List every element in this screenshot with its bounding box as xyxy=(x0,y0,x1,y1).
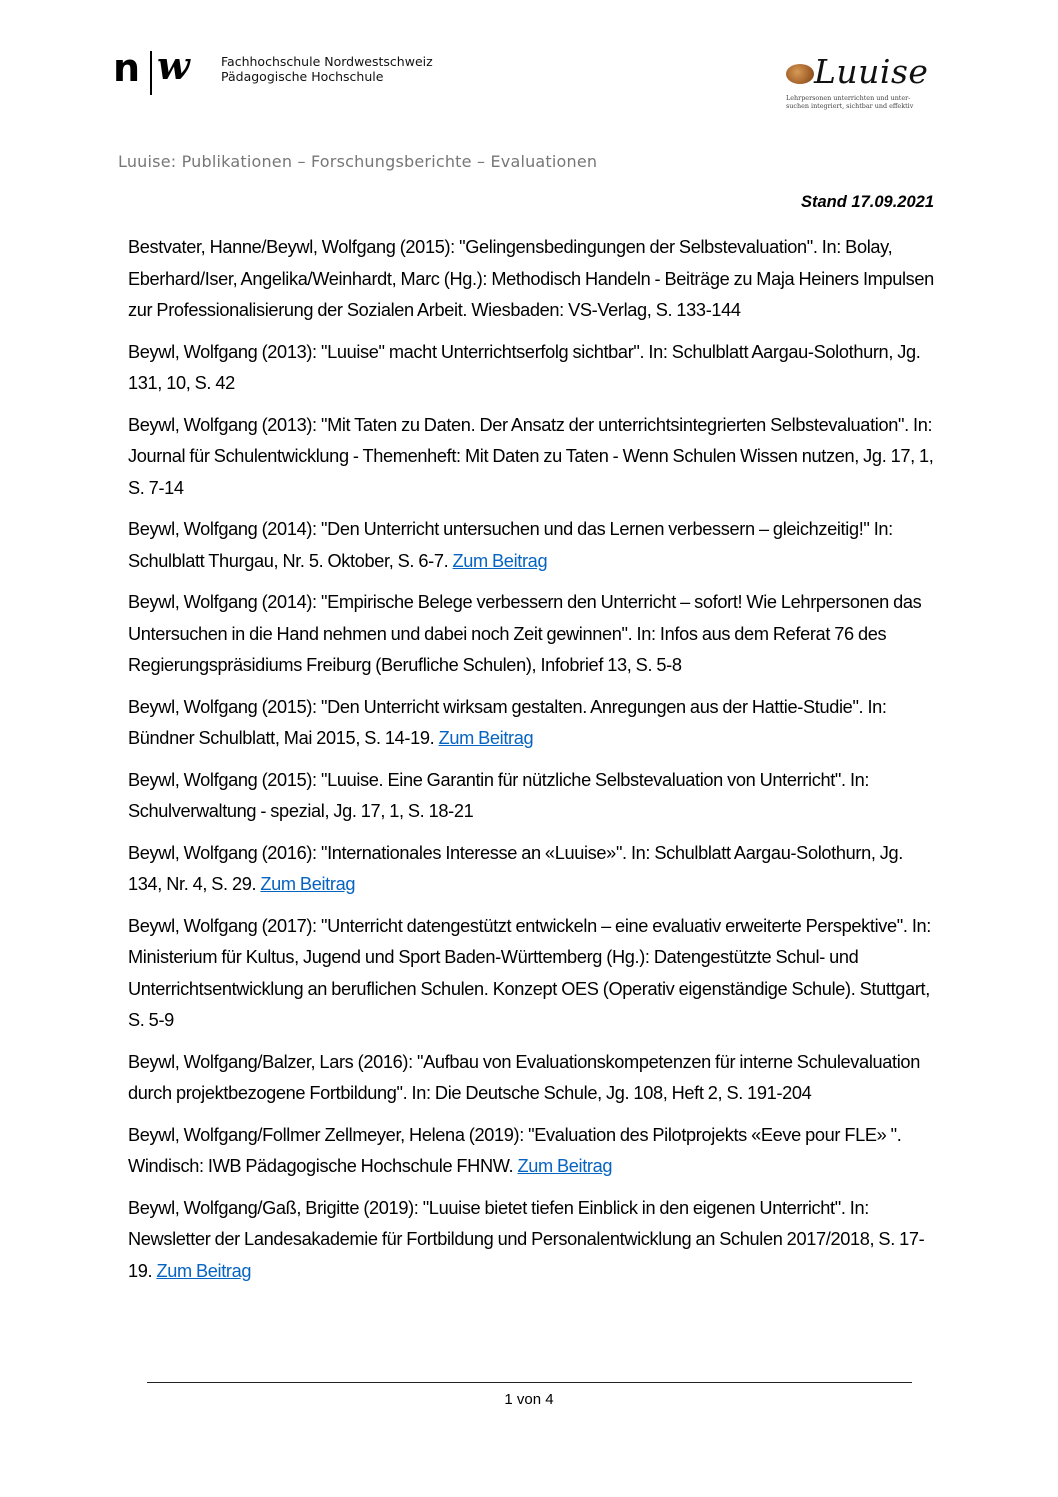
zum-beitrag-link[interactable]: Zum Beitrag xyxy=(260,874,356,894)
luuise-tagline xyxy=(786,94,936,110)
fhnw-logo-mark-w: w xyxy=(157,43,190,88)
reference-item xyxy=(128,692,938,755)
fhnw-logo-mark-n: n xyxy=(113,46,140,90)
reference-text: Bestvater, Hanne/Beywl, Wolfgang (2015): "Gelingensbedingungen der Selbstevaluation". In: Bolay, Eberhard/Iser, Angelika/Weinhardt, Marc (Hg.): Methodisch Handeln - Beiträge zu Maja Heiners Impulsen zur Professionalisierung der Sozialen Arbeit. Wiesbaden: VS-Verlag, S. 133-144 xyxy=(128,237,934,320)
reference-item xyxy=(128,1047,938,1110)
reference-text: Beywl, Wolfgang (2015): "Luuise. Eine Garantin für nützliche Selbstevaluation von Unterricht". In: Schulverwaltung - spezial, Jg. 17, 1, S. 18-21 xyxy=(128,769,870,821)
page-number: 1 von 4 xyxy=(504,1391,554,1408)
fhnw-school: Pädagogische Hochschule xyxy=(221,69,384,84)
fhnw-logo-divider xyxy=(150,51,152,95)
zum-beitrag-link[interactable]: Zum Beitrag xyxy=(438,728,534,748)
reference-item xyxy=(128,410,938,505)
reference-item xyxy=(128,765,938,828)
reference-item xyxy=(128,232,938,327)
reference-text: Beywl, Wolfgang/Follmer Zellmeyer, Helena (2019): "Evaluation des Pilotprojekts «Eeve pour FLE» ". Windisch: IWB Pädagogische Hochschule FHNW. xyxy=(128,1124,902,1176)
reference-list xyxy=(128,232,938,1297)
walnut-icon xyxy=(786,64,814,84)
fhnw-logo-text xyxy=(221,54,433,84)
luuise-logo xyxy=(786,52,936,120)
reference-text: Beywl, Wolfgang (2017): "Unterricht datengestützt entwickeln – eine evaluativ erweiterte Perspektive". In: Ministerium für Kultus, Jugend und Sport Baden-Württemberg (Hg.): Datengestützte Schul- und Unterrichtsentwicklung an beruflichen Schulen. Konzept OES (Operativ eigenständige Schule). Stuttgart, S. 5-9 xyxy=(128,915,931,1030)
reference-item xyxy=(128,587,938,682)
reference-text: Beywl, Wolfgang (2016): "Internationales Interesse an «Luuise»". In: Schulblatt Aargau-Solothurn, Jg. 134, Nr. 4, S. 29. xyxy=(128,842,903,894)
reference-text: Beywl, Wolfgang (2015): "Den Unterricht wirksam gestalten. Anregungen aus der Hattie-Studie". In: Bündner Schulblatt, Mai 2015, S. 14-19. xyxy=(128,696,887,748)
reference-text: Beywl, Wolfgang/Balzer, Lars (2016): "Aufbau von Evaluationskompetenzen für interne Schulevaluation durch projektbezogene Fortbildung". In: Die Deutsche Schule, Jg. 108, Heft 2, S. 191-204 xyxy=(128,1051,920,1103)
reference-item xyxy=(128,514,938,577)
reference-item xyxy=(128,838,938,901)
fhnw-logo xyxy=(113,43,453,98)
zum-beitrag-link[interactable]: Zum Beitrag xyxy=(452,550,548,571)
reference-item xyxy=(128,1120,938,1183)
reference-item xyxy=(128,1193,938,1288)
reference-item xyxy=(128,337,938,400)
reference-text: Beywl, Wolfgang (2013): "Mit Taten zu Daten. Der Ansatz der unterrichtsintegrierten Selbstevaluation". In: Journal für Schulentwicklung - Themenheft: Mit Daten zu Taten - Wenn Schulen Wissen nutzen, Jg. 17, 1, S. 7-14 xyxy=(128,414,934,498)
reference-text: Beywl, Wolfgang/Gaß, Brigitte (2019): "Luuise bietet tiefen Einblick in den eigenen Unterricht". In: Newsletter der Landesakademie für Fortbildung und Personalentwicklung an Schulen 2017/2018, S. 17-19. xyxy=(128,1197,925,1281)
luuise-wordmark: Luuise xyxy=(814,52,929,91)
zum-beitrag-link[interactable]: Zum Beitrag xyxy=(156,1260,252,1281)
reference-text: Beywl, Wolfgang (2014): "Den Unterricht untersuchen und das Lernen verbessern – gleichzeitig!" In: Schulblatt Thurgau, Nr. 5. Oktober, S. 6-7. xyxy=(128,519,893,571)
zum-beitrag-link[interactable]: Zum Beitrag xyxy=(517,1156,613,1176)
reference-text: Beywl, Wolfgang (2013): "Luuise" macht Unterrichtserfolg sichtbar". In: Schulblatt Aargau-Solothurn, Jg. 131, 10, S. 42 xyxy=(128,341,921,393)
footer-divider xyxy=(147,1382,912,1383)
fhnw-name: Fachhochschule Nordwestschweiz xyxy=(221,54,433,69)
reference-text: Beywl, Wolfgang (2014): "Empirische Belege verbessern den Unterricht – sofort! Wie Lehrpersonen das Untersuchen in die Hand nehmen und dabei noch Zeit gewinnen". In: Infos aus dem Referat 76 des Regierungspräsidiums Freiburg (Berufliche Schulen), Infobrief 13, S. 5-8 xyxy=(128,592,922,675)
stand-date: Stand 17.09.2021 xyxy=(801,193,934,211)
reference-item xyxy=(128,911,938,1037)
luuise-tagline-line1: Lehrpersonen unterrichten und unter- xyxy=(786,94,911,102)
luuise-tagline-line2: suchen integriert, sichtbar und effektiv xyxy=(786,102,914,110)
document-title: Luuise: Publikationen – Forschungsberichte – Evaluationen xyxy=(118,152,598,171)
